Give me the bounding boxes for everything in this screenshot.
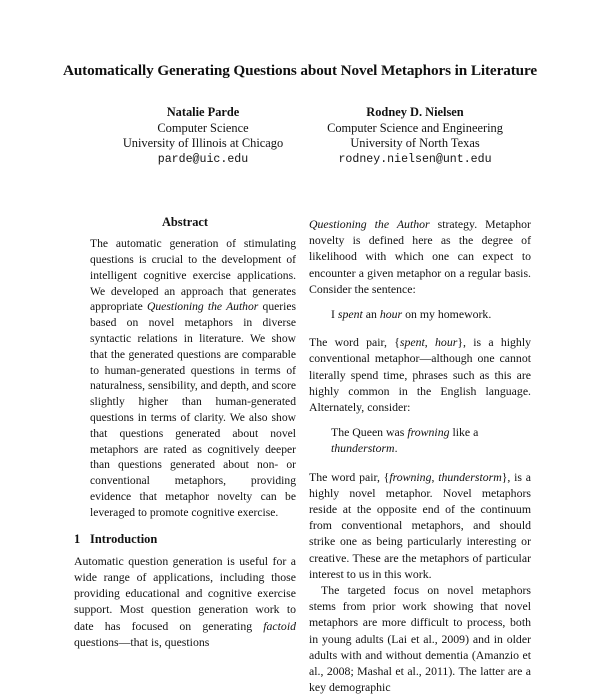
author-2 [300, 105, 530, 167]
abstract-heading: Abstract [161, 215, 209, 229]
body-paragraph: The word pair, {frowning, thunderstorm}, is a highly novel metaphor. Novel metaphors reside at the opposite end of the continuum from conventional metaphors, and should strike one as being particularly interesting or creative. These are the metaphors of particular interest to us in this work. [309, 469, 531, 581]
author-name: Rodney D. Nielsen [366, 105, 464, 119]
author-institution: University of North Texas [350, 136, 480, 151]
left-column [74, 214, 296, 650]
body-paragraph: The targeted focus on novel metaphors stems from prior work showing that novel metaphors are more difficult to process, both in young adults (Lai et al., 2009) and in older adults with and without dementia (Amanzio et al., 2008; Mashal et al., 2011). The latter are a key demographic [309, 583, 531, 695]
author-institution: University of Illinois at Chicago [122, 136, 284, 151]
body-paragraph: The word pair, {spent, hour}, is a highly conventional metaphor—although one cannot literally spend time, phrases such as this are highly common in the English language. Alternately, consider: [309, 335, 532, 415]
intro-paragraph: Automatic question generation is useful for a wide range of applications, including those providing educational and cognitive exercise support. Most question generation work to date has focused on generating factoid questions—that is, questions [74, 553, 296, 649]
paper-title: Automatically Generating Questions about Novel Metaphors in Literature [62, 62, 538, 79]
example-sentence: I spent an hour on my homework. [331, 307, 492, 322]
example-sentence: The Queen was frowning like a thunderstorm. [331, 425, 479, 456]
author-email: parde@uic.edu [157, 152, 249, 166]
author-1 [88, 105, 318, 167]
author-dept: Computer Science and Engineering [327, 120, 503, 135]
author-name: Natalie Parde [166, 105, 240, 119]
abstract-text: The automatic generation of stimulating questions is crucial to the development of intelligent cognitive exercise applications. We developed an approach that generates appropriate Questioning the Author queries based on novel metaphors in diverse syntactic relations in literature. We show that the generated questions are comparable to human-generated questions in terms of naturalness, sensibility, and depth, and score slightly higher than human-generated questions in terms of clarity. We also show that questions generated about novel metaphors are rated as cognitively deeper than questions generated about non- or conventional metaphors, providing evidence that metaphor novelty can be leveraged to promote cognitive exercise. [90, 237, 296, 519]
author-dept: Computer Science [157, 120, 249, 135]
author-email: rodney.nielsen@unt.edu [338, 152, 492, 166]
body-paragraph: Questioning the Author strategy. Metaphor novelty is defined here as the degree of likelihood with which one can expect to encounter a given metaphor on a regular basis. Consider the sentence: [309, 217, 531, 296]
section-heading-introduction: 1 Introduction [74, 531, 158, 546]
right-column [309, 216, 531, 695]
